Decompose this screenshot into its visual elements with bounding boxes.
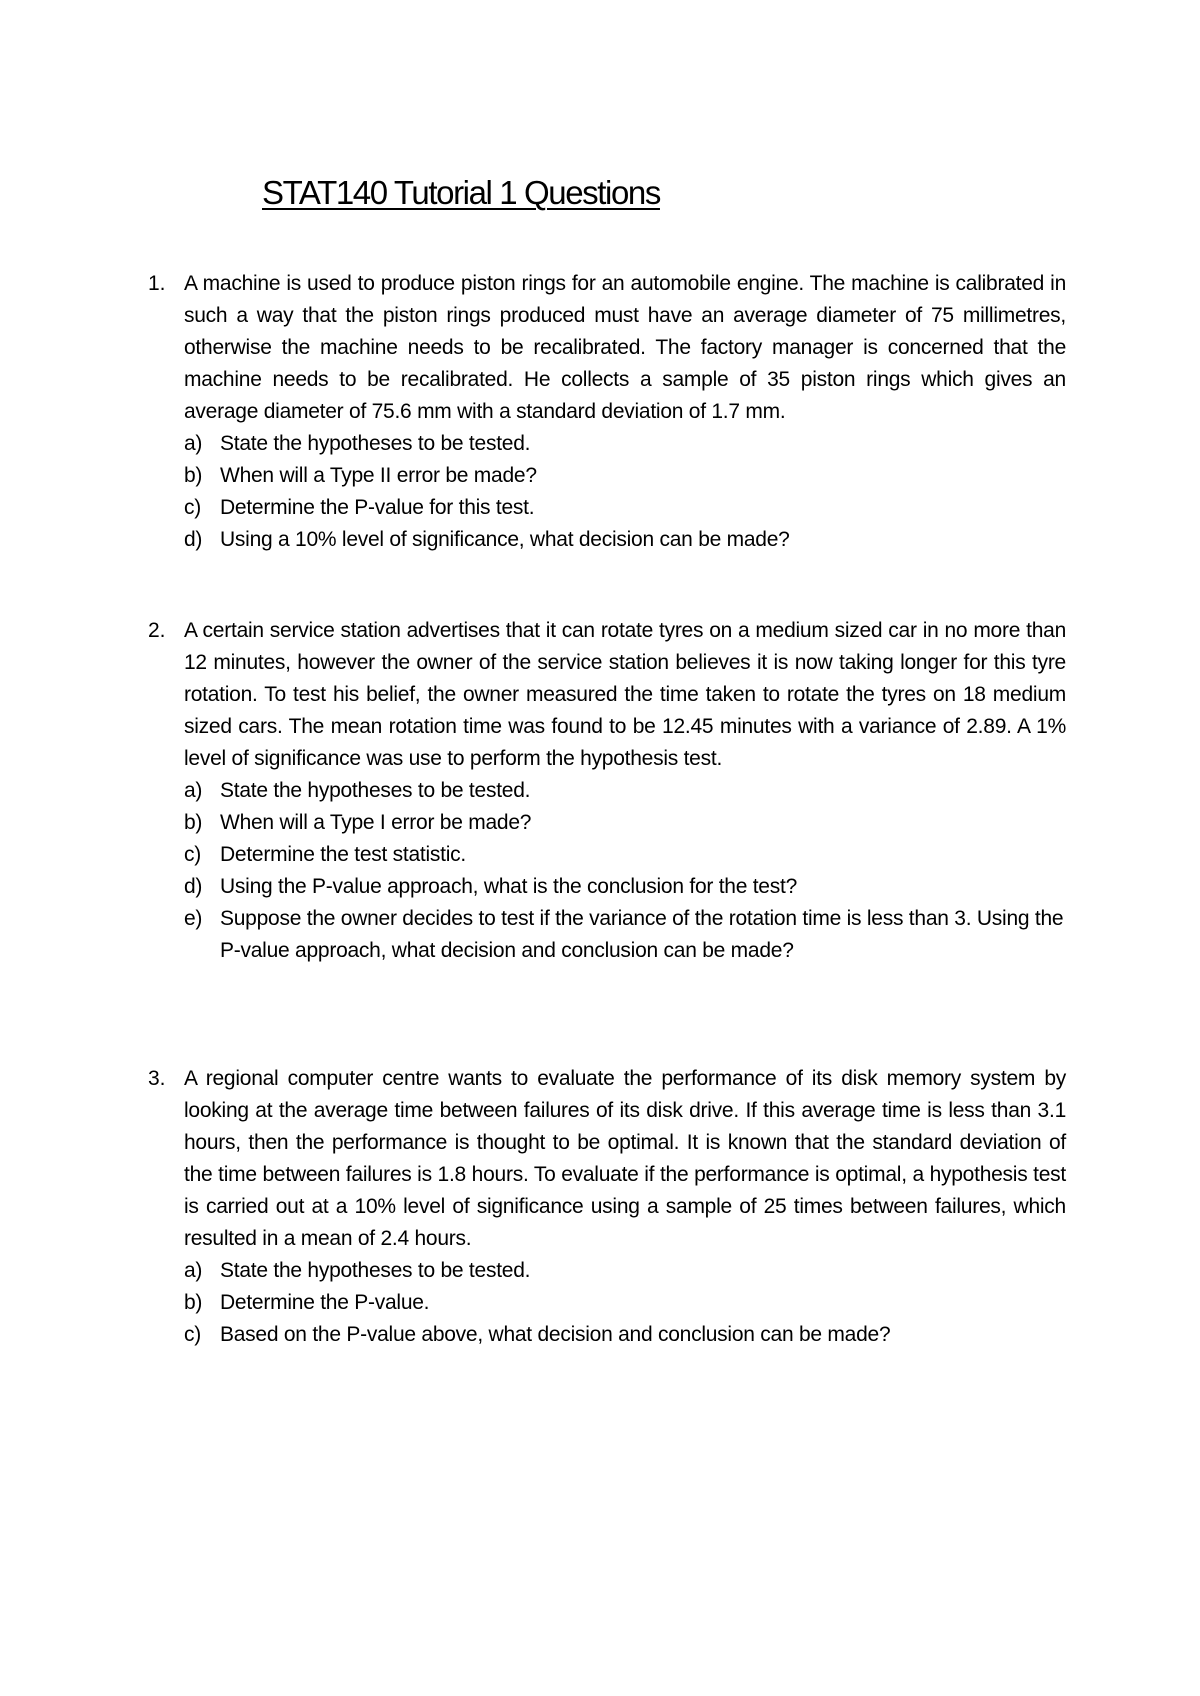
part-text: Based on the P-value above, what decision and conclusion can be made? <box>220 1323 891 1346</box>
question-part <box>184 1319 1066 1351</box>
part-text: Determine the P-value. <box>220 1291 430 1314</box>
part-label: c) <box>184 1323 201 1346</box>
question-part <box>184 903 1066 967</box>
question-text: A machine is used to produce piston rings for an automobile engine. The machine is calibrated in such a way that the piston rings produced must have an average diameter of 75 millimetres, otherwise the machine needs to be recalibrated. The factory manager is concerned that the machine needs to be recalibrated. He collects a sample of 35 piston rings which gives an average diameter of 75.6 mm with a standard deviation of 1.7 mm. <box>184 272 1066 423</box>
part-text: When will a Type I error be made? <box>220 811 532 834</box>
question-parts <box>148 775 1066 967</box>
part-label: c) <box>184 843 201 866</box>
question-part <box>184 524 1066 556</box>
part-label: a) <box>184 432 203 455</box>
part-label: d) <box>184 875 203 898</box>
question-part <box>184 871 1066 903</box>
part-label: a) <box>184 779 203 802</box>
question-part <box>184 1287 1066 1319</box>
part-label: b) <box>184 1291 203 1314</box>
part-label: c) <box>184 496 201 519</box>
part-text: Suppose the owner decides to test if the variance of the rotation time is less than 3. Using the P-value approach, what decision and conclusion can be made? <box>220 907 1064 962</box>
part-text: State the hypotheses to be tested. <box>220 1259 531 1282</box>
question-part <box>184 492 1066 524</box>
part-label: d) <box>184 528 203 551</box>
part-text: State the hypotheses to be tested. <box>220 779 531 802</box>
part-text: Determine the P-value for this test. <box>220 496 535 519</box>
part-label: e) <box>184 907 203 930</box>
question-part <box>184 807 1066 839</box>
question-number: 3. <box>148 1067 166 1090</box>
part-label: b) <box>184 811 203 834</box>
question-text: A certain service station advertises that it can rotate tyres on a medium sized car in no more than 12 minutes, however the owner of the service station believes it is now taking longer for this tyre rotation. To test his belief, the owner measured the time taken to rotate the tyres on 18 medium sized cars. The mean rotation time was found to be 12.45 minutes with a variance of 2.89. A 1% level of significance was use to perform the hypothesis test. <box>184 619 1066 770</box>
question-number: 1. <box>148 272 166 295</box>
question-part <box>184 1255 1066 1287</box>
part-text: When will a Type II error be made? <box>220 464 537 487</box>
question-parts <box>148 428 1066 556</box>
question-number: 2. <box>148 619 166 642</box>
part-label: a) <box>184 1259 203 1282</box>
question-part <box>184 460 1066 492</box>
part-text: Using the P-value approach, what is the conclusion for the test? <box>220 875 798 898</box>
question-3 <box>148 1063 1066 1351</box>
question-2 <box>148 615 1066 967</box>
question-part <box>184 428 1066 460</box>
part-text: Determine the test statistic. <box>220 843 467 866</box>
question-part <box>184 775 1066 807</box>
part-label: b) <box>184 464 203 487</box>
document-title: STAT140 Tutorial 1 Questions <box>262 174 660 211</box>
question-part <box>184 839 1066 871</box>
question-1 <box>148 268 1066 556</box>
part-text: Using a 10% level of significance, what decision can be made? <box>220 528 790 551</box>
question-parts <box>148 1255 1066 1351</box>
part-text: State the hypotheses to be tested. <box>220 432 531 455</box>
question-text: A regional computer centre wants to evaluate the performance of its disk memory system by looking at the average time between failures of its disk drive. If this average time is less than 3.1 hours, then the performance is thought to be optimal. It is known that the standard deviation of the time between failures is 1.8 hours. To evaluate if the performance is optimal, a hypothesis test is carried out at a 10% level of significance using a sample of 25 times between failures, which resulted in a mean of 2.4 hours. <box>184 1067 1066 1250</box>
